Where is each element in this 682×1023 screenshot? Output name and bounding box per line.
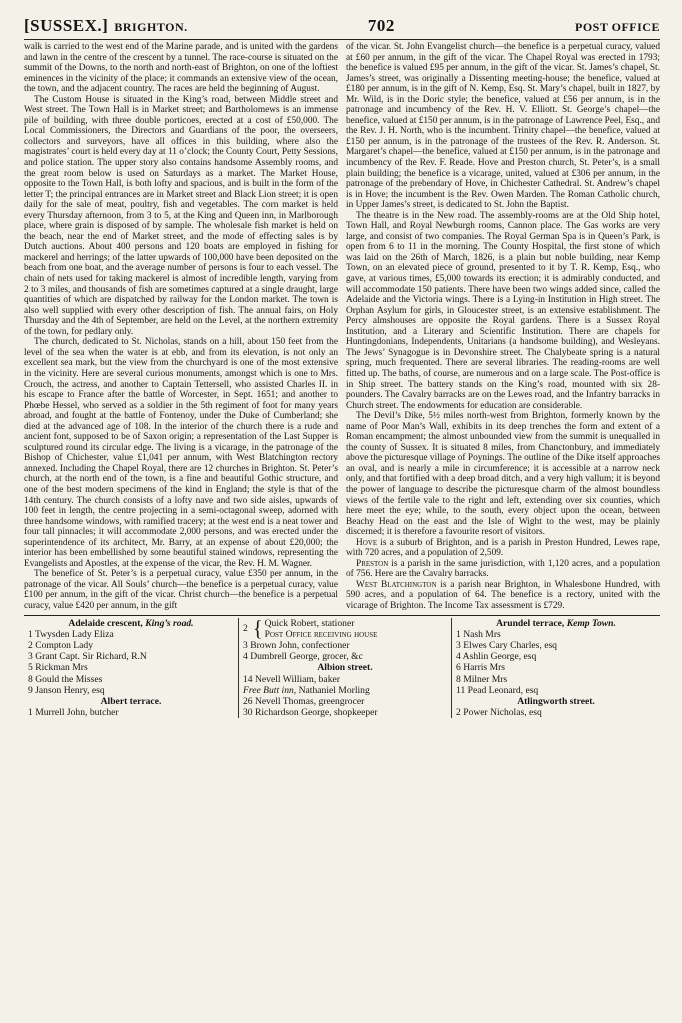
list-item: 8 Milner Mrs (456, 673, 508, 685)
list-item: 9 Janson Henry, esq (28, 684, 105, 696)
paragraph: Preston is a parish in the same jurisdiction, with 1,120 acres, and a population of 756. Here are the Cavalry barracks. (346, 558, 660, 580)
list-item: Quick Robert, stationer (264, 617, 355, 629)
paragraph: The Custom House is situated in the King’s road, between Middle street and West street. The Town Hall is in Market street; and Bartholomews is an immense pile of building, with three double porticoes, erected at a cost of £50,000. The Local Commissioners, the Directors and Guardians of the poor, the overseers, collectors and surveyors, have all offices in this building, where also the magistrates’ court is held every day at 11 o’clock; the County Court, Petty Sessions, and police station. The upper story also contains handsome Assembly rooms, and the great room below is used on Saturdays as a market. The Market House, opposite to the Town Hall, is both lofty and spacious, and is built in the form of the letter T; the principal entrances are in Market street and Black Lion street; it is open daily for the sale of meat, poultry, fish and vegetables. The corn market is held every Thursday afternoon, from 3 to 5, at the King and Queen inn, in Marlborough place, where grain is disposed of by sample. The wholesale fish market is held on the beach, near the end of Market street, and the mode of effecting sales is by Dutch auctions. About 400 persons and 120 boats are employed in fishing for mackerel and herrings; of the latter upwards of 100,000 have been deposited on the beach from one boat, and the average number of persons is four to each vessel. The chain of nets used for taking mackerel is almost of incredible length, varying from 2 to 3 miles, and thousands of fish are sometimes captured at a single draught, large quantities of which are dispatched by railway for the London market. The town is also well supplied with every other description of fish. The annual fairs, on Holy Thursday and the 4th of September, are held on the Level, at the northern extremity of the town, for pedlary only. (24, 94, 338, 337)
list-item: 1 Murrell John, butcher (28, 707, 119, 719)
paragraph: The theatre is in the New road. The assembly-rooms are at the Old Ship hotel, Town Hall, and Royal Newburgh rooms, Cannon place. The Gas works are very large, and consist of two companies. The Royal German Spa is in Queen’s Park, is open from 6 to 11 in the morning. The County Hospital, the first stone of which was laid on the 26th of March, 1826, is a plain but noble building, near Kemp Town, on an elevated piece of ground, presented to it by T. R. Kemp, Esq., who gave, at various times, £5,000 towards its erection; it is admirably conducted, and will accommodate 150 patients. There have been two wings added since, called the Adelaide and the Victoria wings. There is a Lying-in Institution in High street. The Orphan Asylum for girls, in Gloucester street, is an extensive establishment. The Percy almshouses are opposite the Royal gardens. There is a Sussex Royal Institution, and a Literary and Scientific Institution. There are chapels for Huntingdonians, Independents, Unitarians (a handsome building), and Wesleyans. The Jews’ Synagogue is in Devonshire street. The Chalybeate spring is a natural spring, much frequented. There are several libraries. The reading-rooms are well fitted up. The baths, of course, are numerous and on a large scale. The Post-office is in Ship street. The battery stands on the King’s road, mounted with six 28-pounders. The Cavalry barracks are on the Lewes road, and the Infantry barracks in Church street. The endowments for education are considerable. (346, 210, 660, 411)
list-item: 4 Ashlin George, esq (456, 651, 537, 663)
braced-entry (243, 618, 447, 640)
directory-column-3 (452, 618, 660, 719)
list-item: 8 Gould the Misses (28, 673, 103, 685)
paragraph: Hove is a suburb of Brighton, and is a parish in Preston Hundred, Lewes rape, with 720 acres, and a population of 2,509. (346, 537, 660, 559)
page-number: 702 (367, 16, 395, 35)
street-directory (24, 618, 660, 719)
list-item: 2 Compton Lady (28, 639, 94, 651)
directory-column-1 (24, 618, 239, 719)
street-heading: Arundel terrace, Kemp Town. (496, 617, 616, 629)
directory-rule (24, 615, 660, 616)
house-number: 2 (243, 623, 248, 635)
list-item: 3 Elwes Cary Charles, esq (456, 639, 557, 651)
list-item: 6 Harris Mrs (456, 662, 506, 674)
directory-page (24, 16, 660, 718)
street-heading: Albion street. (317, 662, 373, 674)
list-item: 3 Brown John, confectioner (243, 639, 350, 651)
brace-icon: { (253, 616, 263, 641)
right-text-column (346, 42, 660, 612)
list-item: 11 Pead Leonard, esq (456, 684, 539, 696)
list-item: 14 Nevell William, baker (243, 673, 340, 685)
list-item: 5 Rickman Mrs (28, 662, 88, 674)
list-item: 30 Richardson George, shopkeeper (243, 707, 378, 719)
street-heading: Adelaide crescent, King’s road. (68, 617, 194, 629)
list-item: 1 Nash Mrs (456, 628, 501, 640)
list-item: 4 Dumbrell George, grocer, &c (243, 651, 363, 663)
paragraph: walk is carried to the west end of the Marine parade, and is united with the gardens and lawn in the centre of the crescent by a tunnel. The race-course is situated on the summit of the Downs, to the north and north-east of Brighton, on one of the loftiest eminences in the vicinity of the place; it commands an extensive view of the ocean, the town, and the adjacent country. The races are held the beginning of August. (24, 42, 338, 95)
paragraph: of the vicar. St. John Evangelist church—the benefice is a perpetual curacy, valued at £60 per annum, in the gift of the vicar. The Chapel Royal was erected in 1793; the benefice is valued £95 per annum, in the gift of the vicar. St. James’s chapel, St. James’s street, was originally a Dissenting meeting-house; the benefice, valued at £180 per annum, is in the gift of N. Kemp, Esq. St. Mary’s chapel, built in 1827, by Mr. Wild, is in the Doric style; the benefice, valued at £56 per annum, is in the patronage and incumbency of the Rev. H. V. Elliott. St. George’s chapel—the benefice, valued at £150 per annum, is in the patronage of Lawrence Peel, Esq., and the Rev. J. H. North, who is the incumbent. Trinity chapel—the benefice, valued at £150 per annum, is in the patronage of the trustees of the Rev. R. Anderson. St. Margaret’s chapel—the benefice, valued at £150 per annum, is in the patronage and incumbency of the Rev. F. Reade. Hove and Preston church, St. Peter’s, is a small plain building; the benefice is a vicarage, united, valued at £306 per annum, in the patronage of the prebendary of Hove, in Chichester Cathedral. St. Andrew’s chapel is in Hove; the incumbent is the Rev. Owen Marden. The Roman Catholic church, in Upper James’s street, is dedicated to St. John the Baptist. (346, 42, 660, 211)
street-heading: Albert terrace. (100, 695, 162, 707)
text-columns (24, 42, 660, 612)
header-rule (24, 39, 660, 40)
left-text-column (24, 42, 338, 612)
list-item: 26 Nevell Thomas, greengrocer (243, 695, 365, 707)
list-item: Post Office receiving house (264, 628, 378, 640)
list-item: 1 Twysden Lady Eliza (28, 628, 114, 640)
list-item: 3 Grant Capt. Sir Richard, R.N (28, 651, 147, 663)
paragraph: The church, dedicated to St. Nicholas, stands on a hill, about 150 feet from the level of the sea when the water is at ebb, and from its elevation, is not only an excellent sea mark, but the view from the churchyard is one of the most extensive in the vicinity. Here are several curious monuments, amongst which is one to Mrs. Crouch, the actress, and another to Captain Tettersell, who assisted Charles II. in his escape to France after the battle of Worcester, in Sept. 1651; and another to Phœbe Hessel, who served as a soldier in the 5th regiment of foot for many years abroad, and fought at the battle of Fontenoy, under the Duke of Cumberland; she died at the advanced age of 108. In the interior of the church there is a rude and ancient font, supposed to be of Saxon origin; a representation of the Last Supper is sculptured round its circular edge. The living is a vicarage, in the patronage of the Bishop of Chichester, value £1,041 per annum, with West Blatchington rectory annexed. Including the Chapel Royal, there are 12 churches in Brighton. St. Peter’s church, at the north end of the town, is a fine and beautiful Gothic structure, and one of the best modern specimens of the kind in England; the style is that of the 14th century. The church consists of a lofty nave and two side aisles, upwards of 100 feet in length, the centre projecting in a semi-octagonal sweep, adorned with three handsome windows, with ramified tracery; at the west end is a neat tower and four tall pinnacles; it will accommodate 2,000 persons, and was erected under the superintendence of its architect, Mr. Barry, at an expense of about £20,000; the interior has been embellished by some beautiful stained windows, representing the Evangelists and Apostles, at the expense of the vicar, the Rev. H. M. Wagner. (24, 337, 338, 569)
directory-column-2 (239, 618, 452, 719)
directory-title: POST OFFICE (575, 20, 660, 34)
street-heading: Atlingworth street. (517, 695, 595, 707)
page-header (24, 16, 660, 36)
list-item: 2 Power Nicholas, esq (456, 707, 542, 719)
paragraph: The benefice of St. Peter’s is a perpetual curacy, value £350 per annum, in the patronage of the vicar. All Souls’ church—the benefice is a perpetual curacy, value £100 per annum, in the gift of the vicar. Christ church—the benefice is a perpetual curacy, value £420 per annum, in the gift (24, 569, 338, 611)
paragraph: West Blatchington is a parish near Brighton, in Whalesbone Hundred, with 590 acres, and a population of 64. The benefice is a rectory, united with the vicarage of Brighton. The Income Tax assessment is £729. (346, 579, 660, 611)
list-item: Free Butt inn, Nathaniel Morling (243, 684, 370, 696)
town-label: BRIGHTON. (114, 20, 188, 34)
county-label: [SUSSEX.] (24, 16, 109, 35)
paragraph: The Devil’s Dike, 5½ miles north-west from Brighton, formerly known by the name of Poor Man’s Wall, exhibits in its deep trenches the form and extent of a Roman encampment; the almost unbounded view from the summit is unequalled in the county of Sussex. It is situated 8 miles, from Chanctonbury, and immediately above the picturesque village of Poynings. The outline of the Dike itself approaches an oval, and is nearly a mile in circumference; it is accessible at a narrow neck only, and that fortified with a deep broad ditch, and a very high vallum; it is beyond the power of language to describe the picturesque charm of the almost boundless views of the fertile vale to the right and left, extending over six counties, which here meet the eye; while, to the south, every object upon the ocean, between Beachy Head on the east and the Isle of Wight to the west, may be plainly discerned; it is therefore a favourite resort of visitors. (346, 411, 660, 538)
